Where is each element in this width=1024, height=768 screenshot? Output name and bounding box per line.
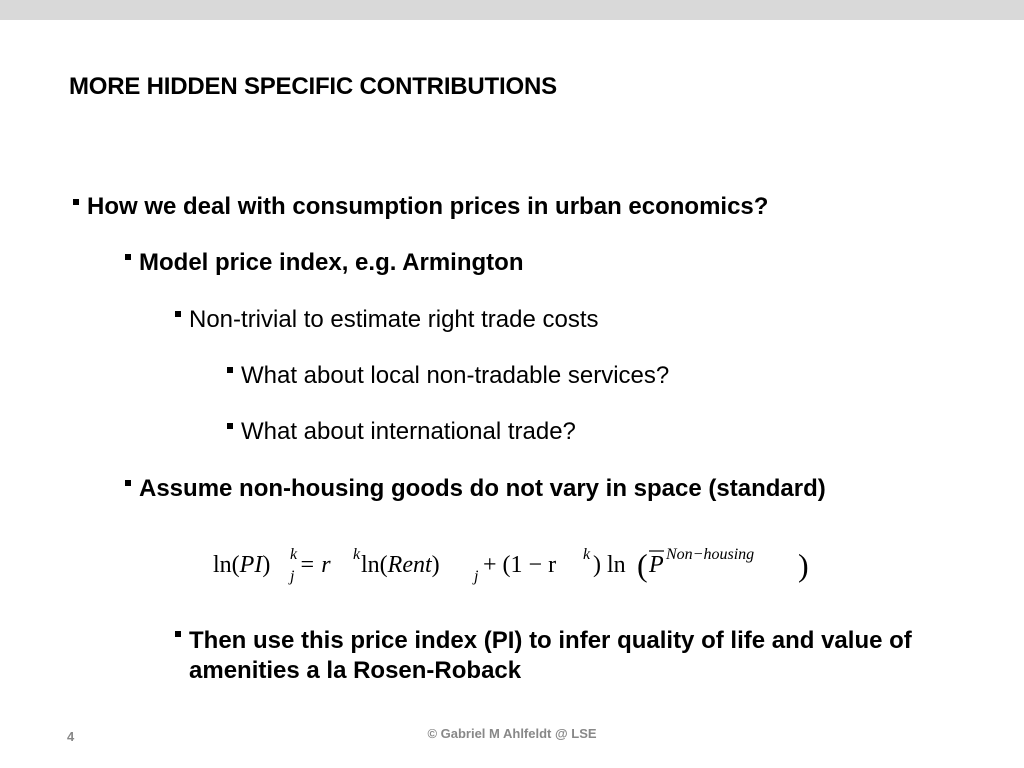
square-bullet-icon	[227, 367, 233, 373]
eq-sub-j: j	[290, 568, 295, 585]
price-index-equation	[213, 538, 818, 594]
square-bullet-icon	[175, 311, 181, 317]
eq-close-2: )	[431, 552, 440, 578]
bullet-text: Then use this price index (PI) to infer quality of life and value of amenities a la Rosen-Roback	[189, 627, 912, 684]
bullet-text: How we deal with consumption prices in urban economics?	[87, 193, 769, 220]
svg-text:ln(PI)	[213, 552, 270, 578]
square-bullet-icon	[125, 254, 131, 260]
bullet-level4	[227, 362, 669, 390]
eq-ln-2: ln(	[361, 552, 388, 578]
svg-text:ln(Rent)	[361, 552, 440, 578]
eq-sup-k: k	[290, 546, 298, 563]
square-bullet-icon	[73, 199, 79, 205]
eq-sup-k3: k	[583, 546, 591, 563]
bullet-level4	[227, 418, 576, 446]
eq-p: P	[649, 552, 664, 578]
eq-rent: Rent	[387, 552, 432, 578]
bullet-level3	[175, 626, 949, 686]
bullet-level2	[125, 475, 826, 503]
eq-paren-close: )	[798, 547, 809, 583]
bullet-text: Non-trivial to estimate right trade costs	[189, 306, 599, 333]
bullet-text: Model price index, e.g. Armington	[139, 249, 524, 276]
bullet-text: What about international trade?	[241, 418, 576, 445]
bullet-text: Assume non-housing goods do not vary in space (standard)	[139, 475, 826, 502]
bullet-text: What about local non-tradable services?	[241, 362, 670, 389]
square-bullet-icon	[175, 631, 181, 637]
eq-paren-open: (	[637, 547, 648, 583]
page-number: 4	[67, 729, 75, 744]
eq-sup-nonhousing: Non−housing	[666, 546, 755, 563]
footer-copyright: © Gabriel M Ahlfeldt @ LSE	[427, 726, 597, 741]
eq-pi: PI	[239, 552, 263, 578]
bullet-level3	[175, 306, 599, 334]
square-bullet-icon	[125, 480, 131, 486]
bullet-level1	[73, 193, 768, 221]
eq-sup-k2: k	[353, 546, 361, 563]
eq-close-3: ) ln	[593, 552, 626, 578]
eq-sub-j2: j	[474, 568, 479, 585]
bullet-level2	[125, 249, 523, 277]
eq-plus-term: + (1 − r	[483, 552, 557, 578]
square-bullet-icon	[227, 423, 233, 429]
eq-r: = r	[299, 552, 331, 578]
eq-close-1: )	[262, 552, 271, 578]
top-bar	[0, 0, 1024, 20]
eq-ln-1: ln(	[213, 552, 240, 578]
slide-title: MORE HIDDEN SPECIFIC CONTRIBUTIONS	[69, 73, 557, 100]
